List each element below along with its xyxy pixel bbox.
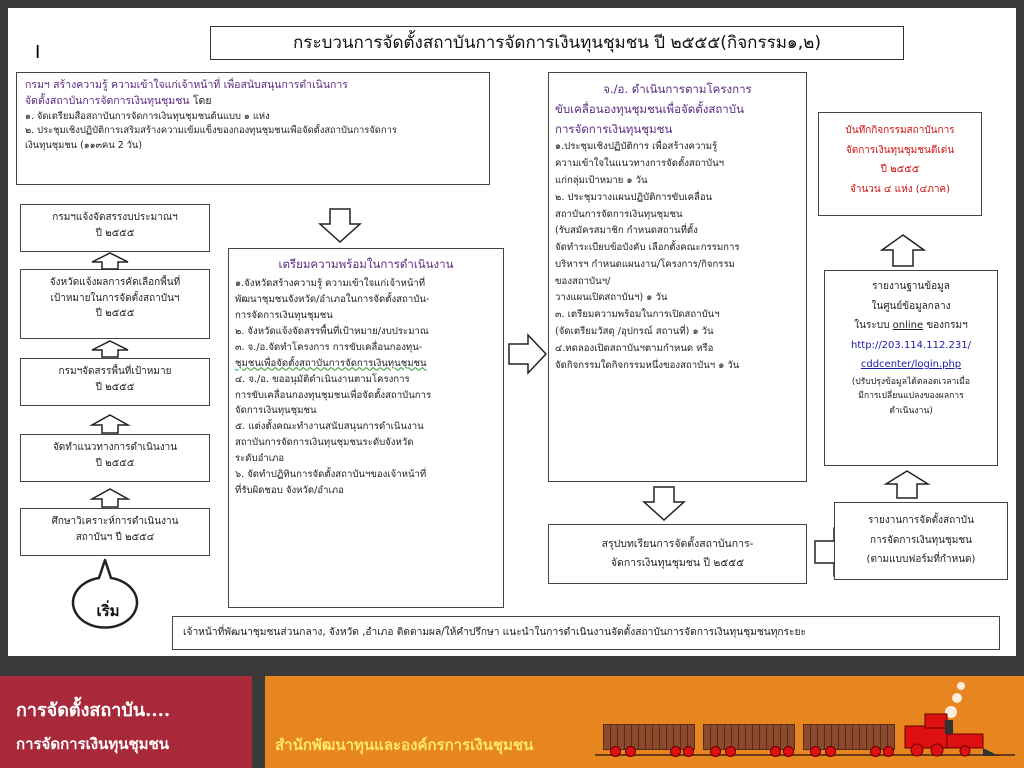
step-budget-line2: ปี ๒๕๕๕ (95, 227, 135, 239)
step-allocate-line2: ปี ๒๕๕๕ (95, 381, 135, 393)
database-box (824, 270, 998, 466)
top-left-item-1: ๑. จัดเตรียมสื่อสถาบันการจัดการเงินทุนชุมชนต้นแบบ ๑ แห่ง (25, 110, 270, 122)
footer-org-name: สำนักพัฒนาทุนและองค์กรการเงินชุมชน (275, 736, 534, 754)
report-box (834, 502, 1008, 580)
step-selection-line2: เป้าหมายในการจัดตั้งสถาบันฯ (50, 292, 180, 304)
database-line3-row (825, 316, 997, 336)
slide (8, 8, 1016, 656)
record-line3: ปี ๒๕๕๕ (880, 164, 920, 175)
prep-line: สถาบันการจัดการเงินทุนชุมชนระดับจังหวัด (235, 437, 414, 449)
step-allocate-line1: กรมฯจัดสรรพื้นที่เป้าหมาย (58, 366, 172, 377)
step-study-box (20, 508, 210, 556)
step-selection-box (20, 269, 210, 339)
impl-line: (จัดเตรียมวัสดุ /อุปกรณ์ สถานที่) ๑ วัน (555, 325, 714, 337)
arrow-up-icon (90, 340, 130, 358)
top-left-item-2a: ๒. ประชุมเชิงปฏิบัติการเสริมสร้างความเข้มแข็งของกองทุนชุมชนเพื่อจัดตั้งสถาบันการจัดการ (25, 125, 397, 137)
top-left-heading-suffix: โดย (192, 95, 212, 108)
bottom-note-box (172, 616, 1000, 650)
top-left-item-2b: เงินทุนชุมชน (๑๑๓คน 2 วัน) (25, 139, 142, 151)
impl-line: ๓. เตรียมความพร้อมในการเปิดสถาบันฯ (555, 309, 720, 321)
arrow-up-icon (90, 488, 130, 508)
impl-line: ๔.ทดลองเปิดสถาบันฯตามกำหนด หรือ (555, 342, 714, 354)
prep-line: ๒. จังหวัดแจ้งจัดสรรพื้นที่เป้าหมาย/งบประมาณ (235, 325, 429, 337)
database-line2: ในศูนย์ข้อมูลกลาง (871, 300, 951, 312)
step-guideline-line2: ปี ๒๕๕๕ (95, 457, 135, 469)
wheel-icon (610, 746, 621, 757)
locomotive-icon (899, 678, 1019, 760)
report-line1: รายงานการจัดตั้งสถาบัน (868, 515, 974, 526)
record-box (818, 112, 982, 216)
prep-line: ที่รับผิดชอบ จังหวัด/อำเภอ (235, 485, 344, 497)
record-line1: บันทึกกิจกรรมสถาบันการ (845, 125, 955, 136)
summary-box (548, 524, 807, 584)
impl-line: (รับสมัครสมาชิก กำหนดสถานที่ตั้ง (555, 225, 698, 237)
top-left-heading-2-row (25, 93, 481, 109)
database-url-2[interactable]: cddcenter/login.php (860, 359, 962, 370)
database-url-1[interactable]: http://203.114.112.231/ (851, 339, 971, 351)
impl-line: ความเข้าใจในแนวทางการจัดตั้งสถาบันฯ (555, 158, 725, 170)
impl-line: ๒. ประชุมวางแผนปฏิบัติการขับเคลื่อน (555, 191, 713, 203)
top-left-heading-1: กรมฯ สร้างความรู้ ความเข้าใจแก่เจ้าหน้าที่ เพื่อสนับสนุนการดำเนินการ (25, 79, 348, 91)
prep-line: การขับเคลื่อนกองทุนชุมชนเพื่อจัดตั้งสถาบันการ (235, 389, 432, 401)
arrow-up-icon (90, 414, 130, 434)
footer-left-subtitle: การจัดการเงินทุนชุมชน (16, 735, 170, 753)
wheel-icon (670, 746, 681, 757)
step-allocate-box (20, 358, 210, 406)
arrow-down-icon (642, 486, 686, 522)
arrow-up-icon (884, 470, 930, 500)
impl-line: ๑.ประชุมเชิงปฏิบัติการ เพื่อสร้างความรู้ (555, 141, 718, 153)
wheel-icon (683, 746, 694, 757)
prep-line: ๔. จ./อ. ขออนุมัติดำเนินงานตามโครงการ (235, 373, 410, 385)
record-line2: จัดการเงินทุนชุมชนดีเด่น (845, 144, 955, 156)
page-title: กระบวนการจัดตั้งสถาบันการจัดการเงินทุนชุมชน ปี ๒๕๕๕(กิจกรรม๑,๒) (210, 26, 904, 60)
wheel-icon (825, 746, 836, 757)
wheel-icon (725, 746, 736, 757)
impl-line: สถาบันการจัดการเงินทุนชุมชน (555, 208, 683, 220)
step-study-line1: ศึกษาวิเคราะห์การดำเนินงาน (51, 516, 179, 527)
start-label: เริ่ม (96, 602, 120, 620)
impl-line: แก่กลุ่มเป้าหมาย ๑ วัน (555, 174, 648, 186)
report-line2: การจัดการเงินทุนชุมชน (869, 534, 972, 546)
database-note2: มีการเปลี่ยนแปลงของผลการ (858, 391, 964, 402)
impl-line: วางแผนเปิดสถาบันฯ) ๑ วัน (555, 292, 668, 304)
database-note3: ดำเนินงาน) (889, 405, 933, 416)
bottom-note: เจ้าหน้าที่พัฒนาชุมชนส่วนกลาง, จังหวัด ,อำเภอ ติดตามผล/ให้คำปรึกษา แนะนำในการดำเนินงานจัดตั้งสถาบันการจัดการเงินทุนชุมชนทุกระยะ (183, 627, 806, 638)
preparation-heading: เตรียมความพร้อมในการดำเนินงาน (278, 257, 454, 271)
step-study-line2: สถาบันฯ ปี ๒๕๕๔ (75, 531, 155, 543)
footer-right-banner (265, 676, 1024, 768)
database-online: online (892, 320, 924, 331)
record-line4: จำนวน ๔ แห่ง (๔ภาค) (849, 183, 951, 195)
footer-left-title: การจัดตั้งสถาบัน.... (16, 700, 171, 721)
impl-line: จัดทำระเบียบข้อบังคับ เลือกตั้งคณะกรรมการ (555, 242, 740, 254)
prep-line: ๕. แต่งตั้งคณะทำงานสนับสนุนการดำเนินงาน (235, 421, 424, 433)
impl-line: ของสถาบันฯ/ (555, 275, 611, 287)
prep-line: พัฒนาชุมชนจังหวัด/อำเภอในการจัดตั้งสถาบัน- (235, 294, 430, 305)
text-cursor-icon: I (35, 42, 41, 63)
impl-line: จัดกิจกรรมใดกิจกรรมหนึ่งของสถาบันฯ ๑ วัน (555, 359, 740, 371)
wheel-icon (783, 746, 794, 757)
prep-line: จัดการเงินทุนชุมชน (235, 405, 317, 417)
top-left-heading-2: จัดตั้งสถาบันการจัดการเงินทุนชุมชน (25, 95, 190, 108)
wheel-icon (710, 746, 721, 757)
prep-line: ๖. จัดทำปฏิทินการจัดตั้งสถาบันฯของเจ้าหน้าที่ (235, 469, 427, 481)
top-left-box (16, 72, 490, 185)
step-selection-line3: ปี ๒๕๕๕ (95, 308, 135, 319)
summary-line2: จัดการเงินทุนชุมชน ปี ๒๕๕๕ (610, 556, 745, 569)
step-guideline-box (20, 434, 210, 482)
prep-line: ๑.จังหวัดสร้างความรู้ ความเข้าใจแก่เจ้าหน้าที่ (235, 278, 426, 290)
prep-line: ชุมชนเพื่อจัดตั้งสถาบันการจัดการเงินทุนชุมชน (235, 357, 427, 369)
wheel-icon (625, 746, 636, 757)
prep-line: ระดับอำเภอ (235, 453, 285, 465)
summary-line1: สรุปบทเรียนการจัดตั้งสถาบันการ- (601, 538, 754, 550)
arrow-up-icon (880, 234, 926, 268)
database-line3a: ในระบบ (854, 320, 893, 331)
step-selection-line1: จังหวัดแจ้งผลการคัดเลือกพื้นที่ (49, 277, 181, 288)
wheel-icon (870, 746, 881, 757)
footer-left-banner (0, 676, 252, 768)
wheel-icon (810, 746, 821, 757)
wheel-icon (770, 746, 781, 757)
implementation-heading-3: การจัดการเงินทุนชุมชน (555, 122, 673, 137)
database-note1: (ปรับปรุงข้อมูลได้ตลอดเวลาเมื่อ (851, 376, 971, 387)
arrow-right-icon (508, 334, 548, 374)
arrow-up-icon (90, 252, 130, 270)
prep-line: ๓. จ./อ.จัดทำโครงการ การขับเคลื่อนกองทุน- (235, 341, 423, 353)
step-budget-line1: กรมฯแจ้งจัดสรรงบประมาณฯ (52, 212, 178, 223)
preparation-box (228, 248, 504, 608)
database-line3c: ของกรมฯ (923, 320, 968, 331)
step-budget-box (20, 204, 210, 252)
prep-line: การจัดการเงินทุนชุมชน (235, 309, 333, 321)
step-guideline-line1: จัดทำแนวทางการดำเนินงาน (52, 442, 178, 453)
impl-line: บริหารฯ กำหนดแผนงาน/โครงการ/กิจกรรม (555, 258, 735, 270)
implementation-box (548, 72, 807, 482)
implementation-heading-1: จ./อ. ดำเนินการตามโครงการ (603, 82, 752, 96)
implementation-heading-2: ขับเคลื่อนองทุนชุมชนเพื่อจัดตั้งสถาบัน (555, 102, 744, 117)
report-line3: (ตามแบบฟอร์มที่กำหนด) (866, 554, 976, 565)
arrow-down-icon (318, 208, 362, 244)
database-line1: รายงานฐานข้อมูล (872, 281, 950, 292)
wheel-icon (883, 746, 894, 757)
